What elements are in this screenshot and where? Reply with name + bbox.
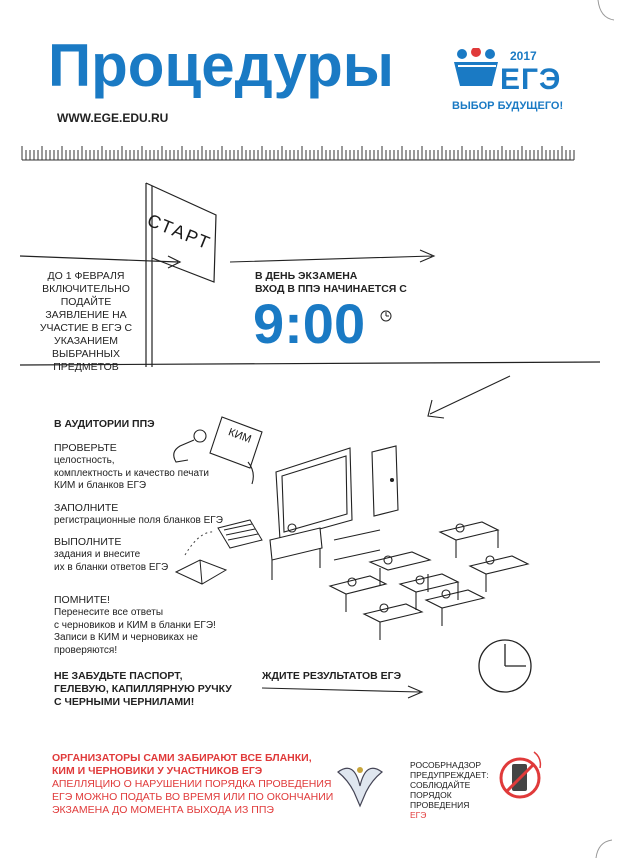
warning-line-3: СОБЛЮДАЙТЕ — [410, 780, 471, 790]
warning-line-5: ПРОВЕДЕНИЯ — [410, 800, 470, 810]
reminder-line-1: НЕ ЗАБУДЬТЕ ПАСПОРТ, — [54, 670, 183, 682]
check-text-1: целостность, — [54, 455, 115, 466]
book-icon — [176, 560, 226, 584]
remember-text-1: Перенесите все ответы — [54, 607, 164, 618]
arrow-down-left-icon — [428, 376, 510, 418]
do-text-2: их в бланки ответов ЕГЭ — [54, 561, 169, 573]
remember-text-2: с черновиков и КИМ в бланки ЕГЭ! — [54, 619, 216, 631]
logo-year: 2017 — [510, 49, 537, 63]
form-icon — [218, 520, 262, 548]
classroom-illustration — [270, 446, 528, 640]
entry-time: 9:00 — [253, 292, 366, 355]
arrow-right-long-icon — [262, 686, 422, 698]
remember-text-3: Записи в КИМ и черновиках не — [54, 632, 198, 643]
do-text-1: задания и внесите — [54, 549, 141, 560]
fill-title: ЗАПОЛНИТЕ — [54, 502, 119, 514]
logo-name: ЕГЭ — [500, 63, 562, 96]
step-application: ДО 1 ФЕВРАЛЯ ВКЛЮЧИТЕЛЬНО ПОДАЙТЕ ЗАЯВЛЕНИЕ НА УЧАСТИЕ В ЕГЭ С УКАЗАНИЕМ ВЫБРАННЫХ ПРЕДМЕТОВ — [39, 270, 133, 373]
wait-results-label: ЖДИТЕ РЕЗУЛЬТАТОВ ЕГЭ — [262, 670, 402, 682]
kim-sheet-icon — [210, 417, 262, 468]
logo-slogan: ВЫБОР БУДУЩЕГО! — [452, 100, 564, 112]
warning-line-4: ПОРЯДОК — [410, 790, 452, 800]
start-sign-label: СТАРТ — [144, 210, 215, 254]
fill-text-1: регистрационные поля бланков ЕГЭ — [54, 515, 223, 526]
check-text-2: комплектность и качество печати — [54, 467, 210, 479]
reminder-line-2: ГЕЛЕВУЮ, КАПИЛЛЯРНУЮ РУЧКУ — [54, 683, 232, 695]
crop-mark-top — [598, 0, 614, 20]
reminder-block — [54, 670, 232, 709]
page-title: Процедуры — [48, 32, 394, 99]
remember-text-4: проверяются! — [54, 644, 118, 656]
appeal-line-1: АПЕЛЛЯЦИЮ О НАРУШЕНИИ ПОРЯДКА ПРОВЕДЕНИЯ — [52, 778, 332, 790]
ruler-icon — [22, 146, 574, 160]
clock-icon — [479, 640, 531, 692]
check-block — [54, 442, 209, 493]
footer-warning — [410, 760, 489, 820]
kim-label: КИМ — [226, 426, 253, 446]
auditorium-heading: В АУДИТОРИИ ППЭ — [54, 418, 155, 430]
clock-small-icon — [381, 311, 391, 321]
fill-block — [54, 502, 223, 528]
organizers-line-2: КИМ И ЧЕРНОВИКИ У УЧАСТНИКОВ ЕГЭ — [52, 765, 263, 777]
organizers-line-1: ОРГАНИЗАТОРЫ САМИ ЗАБИРАЮТ ВСЕ БЛАНКИ, — [52, 752, 312, 764]
appeal-line-2: ЕГЭ МОЖНО ПОДАТЬ ВО ВРЕМЯ ИЛИ ПО ОКОНЧАНИИ — [52, 791, 334, 803]
warning-line-1: РОСОБРНАДЗОР — [410, 760, 482, 770]
reminder-line-3: С ЧЕРНЫМИ ЧЕРНИЛАМИ! — [54, 696, 195, 708]
crop-mark-bottom — [596, 840, 612, 858]
eagle-emblem-icon — [338, 767, 382, 806]
entry-time-label: ВХОД В ППЭ НАЧИНАЕТСЯ С — [255, 283, 407, 295]
footer-organizers — [52, 752, 333, 817]
no-phone-icon — [501, 752, 540, 797]
do-block — [54, 536, 168, 574]
check-title: ПРОВЕРЬТЕ — [54, 442, 117, 454]
remember-title: ПОМНИТЕ! — [54, 594, 110, 606]
warning-line-red: ЕГЭ — [410, 810, 427, 820]
exam-day-label: В ДЕНЬ ЭКЗАМЕНА — [255, 270, 358, 282]
do-title: ВЫПОЛНИТЕ — [54, 536, 122, 548]
appeal-line-3: ЭКЗАМЕНА ДО МОМЕНТА ВЫХОДА ИЗ ППЭ — [52, 804, 274, 816]
warning-line-2: ПРЕДУПРЕЖДАЕТ: — [410, 770, 489, 780]
website-link[interactable]: WWW.EGE.EDU.RU — [57, 111, 169, 125]
check-text-3: КИМ и бланков ЕГЭ — [54, 480, 147, 491]
dotted-path-icon — [185, 532, 215, 555]
arrow-right-icon — [230, 250, 434, 262]
remember-block — [54, 594, 216, 657]
